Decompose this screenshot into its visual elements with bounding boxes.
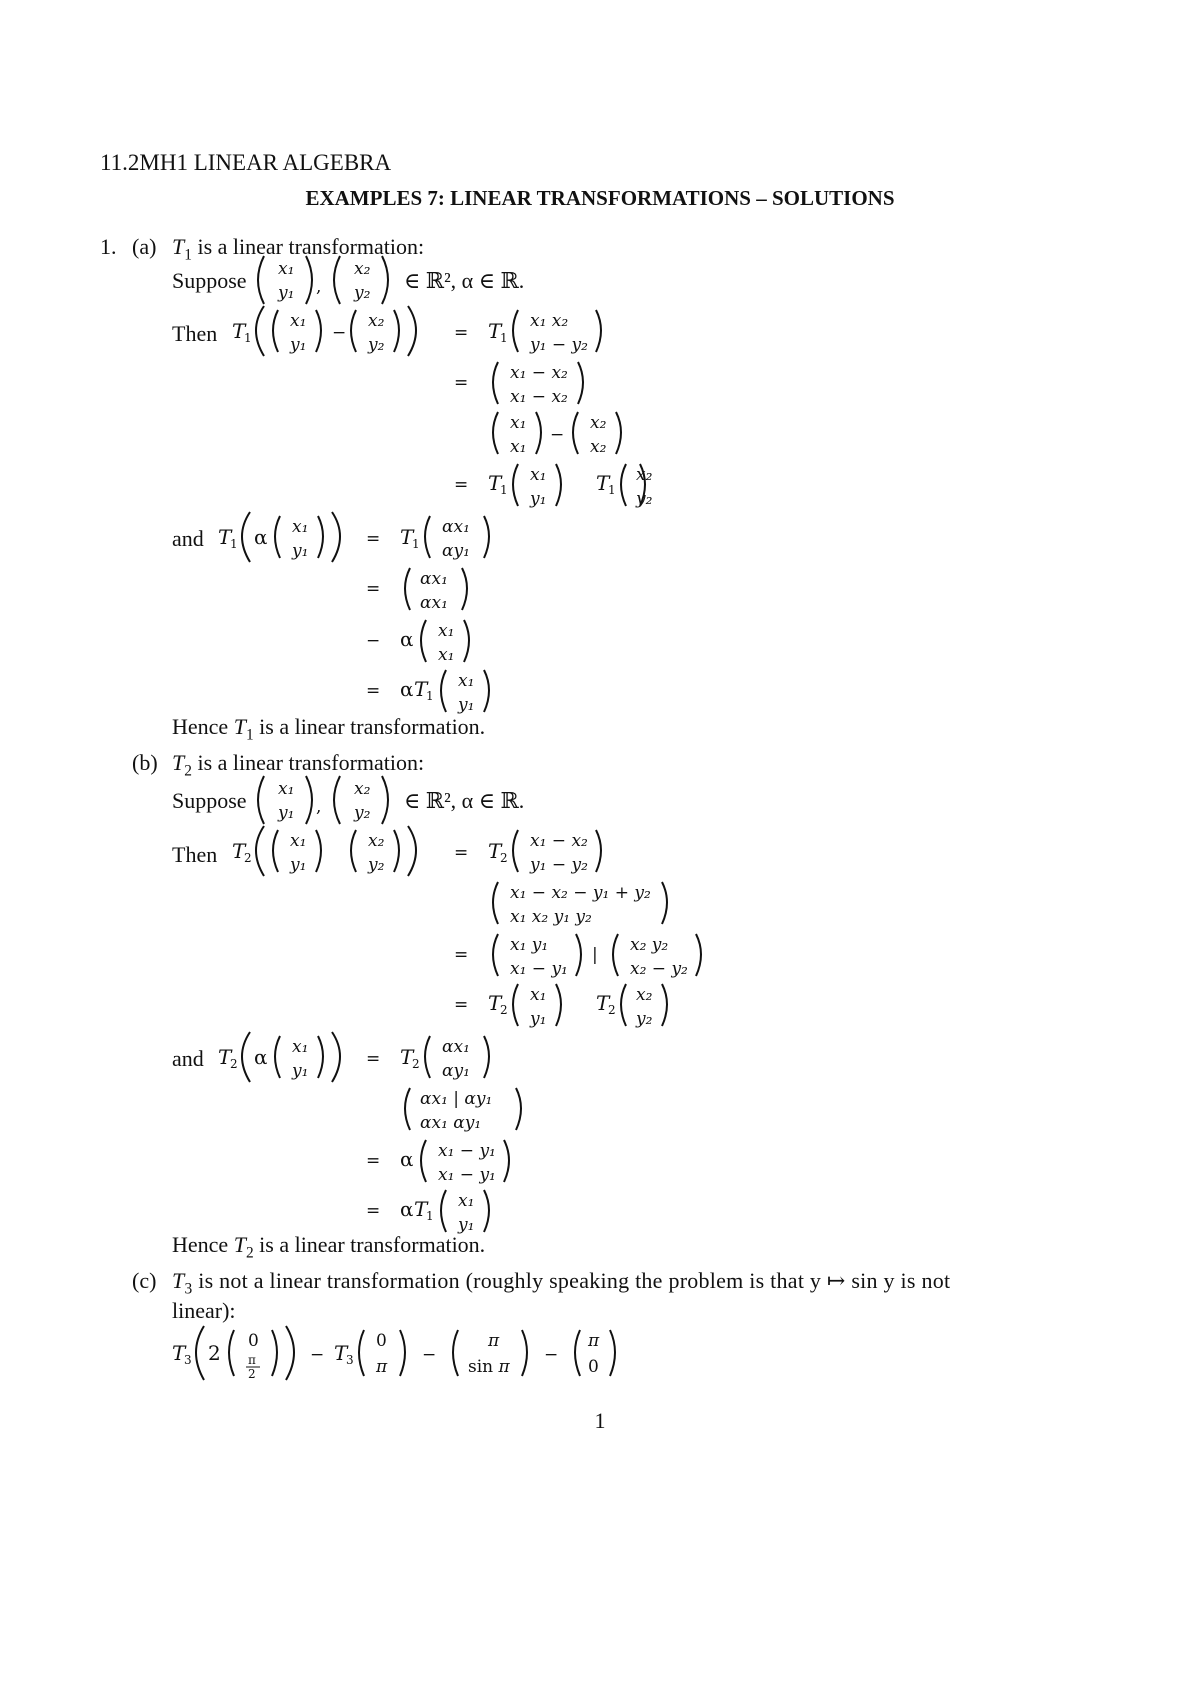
svg-text:=: = — [454, 843, 469, 863]
part-a-label: (a) — [132, 234, 157, 259]
svg-text:1: 1 — [244, 331, 252, 345]
svg-text:0: 0 — [588, 1357, 599, 1377]
svg-text:=: = — [366, 1151, 381, 1171]
svg-text:x₂: x₂ — [368, 831, 385, 851]
part-a-and: and — [172, 526, 204, 551]
svg-text:x₁ − x₂: x₁ − x₂ — [510, 387, 568, 407]
svg-text:x₁ − y₁: x₁ − y₁ — [438, 1165, 496, 1185]
svg-text:x₂: x₂ — [590, 437, 607, 457]
svg-text:x₂: x₂ — [590, 413, 607, 433]
svg-text:1: 1 — [426, 689, 434, 703]
part-b-derivation — [228, 820, 728, 1040]
svg-text:2: 2 — [500, 851, 508, 865]
svg-text:y₁: y₁ — [530, 1009, 547, 1029]
svg-text:y₁ − y₂: y₁ − y₂ — [530, 855, 588, 875]
svg-text:y₁: y₁ — [278, 803, 295, 823]
svg-text:T: T — [218, 1045, 232, 1069]
part-b-and: and — [172, 1046, 204, 1071]
svg-text:αx₁ αy₁: αx₁ αy₁ — [420, 1113, 482, 1133]
svg-text:y₁: y₁ — [290, 335, 307, 355]
svg-text:y₂: y₂ — [636, 1009, 653, 1029]
svg-text:y₁: y₁ — [530, 489, 547, 509]
svg-text:y₁: y₁ — [458, 1215, 475, 1235]
svg-text:T: T — [414, 1197, 428, 1221]
svg-text:x₁: x₁ — [530, 985, 547, 1005]
svg-text:x₁ x₂ y₁ y₂: x₁ x₂ y₁ y₂ — [510, 907, 592, 927]
part-b-then: Then — [172, 842, 218, 867]
svg-text:x₁ x₂: x₁ x₂ — [530, 311, 569, 331]
svg-text:α: α — [254, 525, 268, 549]
svg-text:y₂: y₂ — [368, 335, 385, 355]
svg-text:−: − — [422, 1345, 437, 1365]
part-b-intro: $T_2$ is a linear transformation: — [172, 750, 425, 780]
svg-text:2: 2 — [608, 1003, 616, 1017]
svg-text:x₁: x₁ — [292, 517, 309, 537]
svg-text:x₁ − x₂: x₁ − x₂ — [510, 363, 568, 383]
svg-text:2: 2 — [208, 1341, 221, 1365]
svg-text:x₁ − x₂ − y₁ + y₂: x₁ − x₂ − y₁ + y₂ — [510, 883, 651, 903]
svg-text:=: = — [366, 681, 381, 701]
svg-text:−: − — [366, 631, 381, 651]
part-a-then: Then — [172, 321, 218, 346]
svg-text:αx₁: αx₁ — [442, 1037, 470, 1057]
svg-text:=: = — [454, 323, 469, 343]
part-c-label: (c) — [132, 1268, 157, 1293]
svg-text:=: = — [366, 1049, 381, 1069]
svg-text:αx₁ | αy₁: αx₁ | αy₁ — [420, 1089, 493, 1109]
svg-text:x₁: x₁ — [530, 465, 547, 485]
svg-text:y₂: y₂ — [368, 855, 385, 875]
svg-text:=: = — [454, 475, 469, 495]
svg-text:x₂: x₂ — [354, 259, 371, 279]
svg-text:2: 2 — [412, 1057, 420, 1071]
svg-text:x₂ − y₂: x₂ − y₂ — [630, 959, 688, 979]
part-a-closing-paren — [636, 464, 656, 508]
svg-text:x₁: x₁ — [510, 437, 527, 457]
svg-text:=: = — [454, 995, 469, 1015]
svg-text:,: , — [316, 277, 322, 297]
svg-text:y₂: y₂ — [636, 489, 653, 509]
svg-text:2: 2 — [230, 1057, 238, 1071]
svg-text:|: | — [592, 945, 598, 965]
svg-text:T: T — [232, 839, 246, 863]
svg-text:α: α — [400, 677, 414, 701]
svg-text:T: T — [400, 525, 414, 549]
svg-text:2: 2 — [248, 1367, 256, 1381]
svg-text:x₂: x₂ — [636, 465, 653, 485]
svg-text:T: T — [400, 1045, 414, 1069]
svg-text:x₁ y₁: x₁ y₁ — [510, 935, 549, 955]
part-b-scalar-derivation — [214, 1026, 554, 1236]
page-title: EXAMPLES 7: LINEAR TRANSFORMATIONS – SOLUTIONS — [305, 186, 895, 210]
svg-text:T: T — [334, 1341, 348, 1365]
svg-text:y₁: y₁ — [290, 855, 307, 875]
svg-text:T: T — [488, 991, 502, 1015]
svg-text:2: 2 — [500, 1003, 508, 1017]
svg-text:T: T — [488, 839, 502, 863]
svg-text:αx₁: αx₁ — [420, 593, 448, 613]
part-a-conclusion: Hence $T_1$ is a linear transformation. — [172, 714, 486, 744]
part-b-label: (b) — [132, 750, 158, 775]
svg-text:T: T — [172, 1341, 186, 1365]
svg-text:α: α — [254, 1045, 268, 1069]
part-b-conclusion: Hence $T_2$ is a linear transformation. — [172, 1232, 486, 1262]
svg-text:y₂: y₂ — [354, 283, 371, 303]
svg-text:x₁: x₁ — [290, 311, 307, 331]
svg-text:=: = — [454, 945, 469, 965]
question-number: 1. — [100, 234, 117, 259]
part-a-scalar-derivation — [214, 506, 544, 716]
svg-text:x₁ − y₁: x₁ − y₁ — [510, 959, 568, 979]
page-number: 1 — [594, 1408, 606, 1433]
svg-text:1: 1 — [500, 331, 508, 345]
svg-text:αy₁: αy₁ — [442, 541, 470, 561]
svg-text:x₁: x₁ — [510, 413, 527, 433]
svg-text:x₁: x₁ — [438, 621, 455, 641]
part-c-line1: $T_3$ is not a linear transformation (roughly speaking the problem is that y ↦ sin y is not — [172, 1268, 951, 1298]
svg-text:α: α — [400, 1197, 414, 1221]
svg-text:−: − — [310, 1345, 325, 1365]
part-a-suppose: Suppose — [172, 268, 247, 293]
svg-text:αy₁: αy₁ — [442, 1061, 470, 1081]
svg-text:1: 1 — [412, 537, 420, 551]
svg-text:3: 3 — [184, 1353, 192, 1367]
svg-text:T: T — [218, 525, 232, 549]
part-b-suppose: Suppose — [172, 788, 247, 813]
svg-text:T: T — [596, 471, 610, 495]
part-c-line2: linear): — [172, 1298, 236, 1323]
svg-text:π: π — [376, 1357, 388, 1377]
svg-text:x₁: x₁ — [278, 779, 295, 799]
svg-text:y₁: y₁ — [292, 541, 309, 561]
svg-text:=: = — [366, 579, 381, 599]
svg-text:α: α — [400, 1147, 414, 1171]
svg-text:y₁: y₁ — [278, 283, 295, 303]
svg-text:x₁ − y₁: x₁ − y₁ — [438, 1141, 496, 1161]
course-code: 11.2MH1 LINEAR ALGEBRA — [100, 150, 392, 175]
svg-text:x₁ − x₂: x₁ − x₂ — [530, 831, 588, 851]
svg-text:=: = — [454, 373, 469, 393]
svg-text:2: 2 — [244, 851, 252, 865]
svg-text:−: − — [550, 425, 565, 445]
svg-text:y₂: y₂ — [354, 803, 371, 823]
svg-text:1: 1 — [608, 483, 616, 497]
svg-text:x₂: x₂ — [368, 311, 385, 331]
svg-text:π: π — [248, 1353, 256, 1367]
svg-text:,: , — [316, 797, 322, 817]
svg-text:sin π: sin π — [468, 1357, 510, 1377]
svg-text:α: α — [400, 627, 414, 651]
svg-text:0: 0 — [376, 1331, 387, 1351]
part-b-set: ∈ ℝ², α ∈ ℝ. — [404, 788, 525, 813]
svg-text:π: π — [588, 1331, 600, 1351]
svg-text:y₁: y₁ — [292, 1061, 309, 1081]
svg-text:1: 1 — [230, 537, 238, 551]
svg-text:x₂: x₂ — [636, 985, 653, 1005]
svg-text:y₁: y₁ — [458, 695, 475, 715]
svg-text:T: T — [488, 319, 502, 343]
part-c-counterexample — [168, 1320, 648, 1384]
svg-text:x₁: x₁ — [438, 645, 455, 665]
svg-text:x₁: x₁ — [278, 259, 295, 279]
svg-text:x₁: x₁ — [458, 671, 475, 691]
svg-text:1: 1 — [500, 483, 508, 497]
svg-text:y₁ − y₂: y₁ − y₂ — [530, 335, 588, 355]
svg-text:x₂ y₂: x₂ y₂ — [630, 935, 669, 955]
svg-text:x₂: x₂ — [354, 779, 371, 799]
svg-text:−: − — [332, 323, 347, 343]
svg-text:x₁: x₁ — [292, 1037, 309, 1057]
svg-text:x₁: x₁ — [458, 1191, 475, 1211]
svg-text:T: T — [596, 991, 610, 1015]
svg-text:αx₁: αx₁ — [442, 517, 470, 537]
svg-text:3: 3 — [346, 1353, 354, 1367]
svg-text:−: − — [544, 1345, 559, 1365]
svg-text:αx₁: αx₁ — [420, 569, 448, 589]
part-a-intro: $T_1$ is a linear transformation: — [172, 234, 425, 264]
svg-text:T: T — [488, 471, 502, 495]
svg-text:=: = — [366, 1201, 381, 1221]
svg-text:x₁: x₁ — [290, 831, 307, 851]
svg-text:0: 0 — [248, 1331, 259, 1351]
svg-text:1: 1 — [426, 1209, 434, 1223]
svg-text:T: T — [414, 677, 428, 701]
svg-text:=: = — [366, 529, 381, 549]
svg-text:π: π — [488, 1331, 500, 1351]
part-a-set: ∈ ℝ², α ∈ ℝ. — [404, 268, 525, 293]
svg-text:T: T — [232, 319, 246, 343]
